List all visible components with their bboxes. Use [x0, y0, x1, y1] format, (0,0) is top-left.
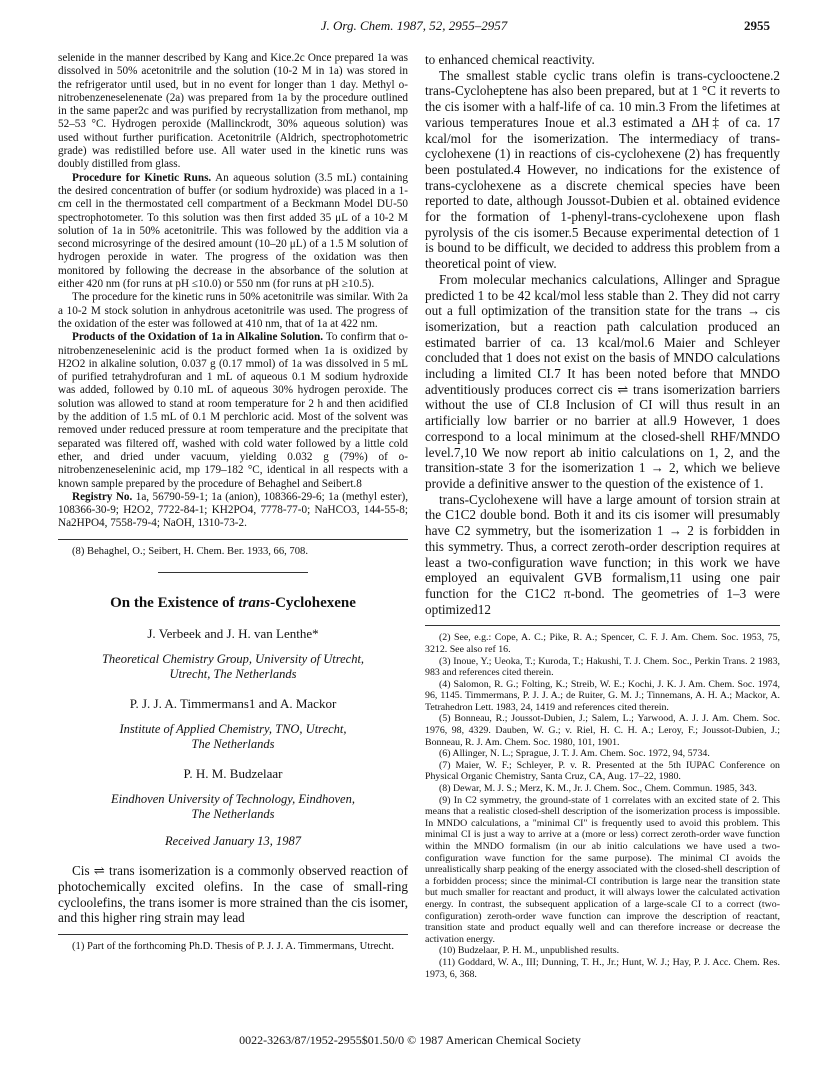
- footnote: (2) See, e.g.: Cope, A. C.; Pike, R. A.; Spencer, C. F. J. Am. Chem. Soc. 1953, 75, 3212. See also ref 16.: [425, 632, 780, 655]
- experimental-section: [58, 52, 408, 531]
- footnote: (8) Behaghel, O.; Seibert, H. Chem. Ber. 1933, 66, 708.: [72, 545, 308, 557]
- footnote-block: [58, 941, 408, 953]
- run-in-heading: Procedure for Kinetic Runs.: [72, 171, 212, 184]
- page-footer: 0022-3263/87/1952-2955$01.50/0 © 1987 American Chemical Society: [239, 1033, 581, 1047]
- body-text: [425, 52, 780, 617]
- affiliation: Theoretical Chemistry Group, University of Utrecht, Utrecht, The Netherlands: [101, 652, 365, 682]
- paragraph: selenide in the manner described by Kang and Kice.2c Once prepared 1a was dissolved in 50% acetonitrile and the solution (10-2 M in 1a) was stored in the refrigerator until used, but in no event for longer than 1 day. Methyl o-nitrobenzeneselenenate (2a) was prepared from 1a by the procedure outlined in the same paper2c and was purified by recrystallization from methanol, mp 52–53 °C. Hydrogen peroxide (Mallinckrodt, 30% aqueous solution) was used without further purification. Acetonitrile (Aldrich, spectrophotometric grade) was redistilled before use. All water used in the kinetic runs was doubly distilled from glass.: [58, 52, 408, 171]
- page-header: [58, 18, 770, 38]
- footnote: (1) Part of the forthcoming Ph.D. Thesis of P. J. J. A. Timmermans, Utrecht.: [72, 940, 395, 952]
- divider: [58, 539, 408, 540]
- affiliation: Eindhoven University of Technology, Eindhoven, The Netherlands: [111, 792, 355, 822]
- run-in-heading: Registry No.: [72, 490, 133, 503]
- divider: [425, 625, 780, 626]
- footnote-block: [58, 546, 408, 558]
- paragraph: trans-Cyclohexene will have a large amount of torsion strain at the C1C2 double bond. Both it and its cis isomer will presumably have C2 symmetry, but the isomerization 1 → 2 is forbidden in this symmetry. Thus, a correct zeroth-order description requires at least a two-configuration wave function; in this work we have employed an equivalent GVB formalism,11 using one pair function for the C1C2 π-bond. The geometries of 1–3 were optimized12: [425, 491, 780, 617]
- divider: [158, 572, 308, 573]
- received-date: Received January 13, 1987: [164, 834, 302, 849]
- author-line: P. J. J. A. Timmermans1 and A. Mackor: [129, 696, 337, 712]
- paragraph: Cis ⇌ trans isomerization is a commonly observed reaction of photochemically excited olefins. In the case of small-ring cycloolefins, the trans isomer is more strained than the cis isomer, and this higher ring strain may lead: [58, 863, 408, 926]
- paragraph: Products of the Oxidation of 1a in Alkaline Solution. To confirm that o-nitrobenzeneseleninic acid is the product formed when 1a is oxidized by H2O2 in alkaline solution, 0.037 g (0.17 mmol) of 1a was dissolved in 5 mL of purified tetrahydrofuran and 1 mL of aqueous 0.1 M sodium hydroxide was added, followed by 0.10 mL of aqueous 30% hydrogen peroxide. The solution was allowed to stand at room temperature for 2 h and then acidified by the addition of 1.5 mL of 0.1 M perchloric acid. Most of the solvent was removed under reduced pressure at room temperature and the precipitate that separated was filtered off, washed with cold water followed by a little cold ether, and dried under vacuum, yielding 0.032 g (79%) of o-nitrobenzeneseleninic acid, mp 179–182 °C, identical in all respects with a known sample prepared by the procedure of Behaghel and Seibert.8: [58, 331, 409, 490]
- author-line: P. H. M. Budzelaar: [183, 766, 283, 782]
- paragraph: From molecular mechanics calculations, Allinger and Sprague predicted 1 to be 42 kcal/mol less stable than 2. They did not carry out a full optimization of the transition state for the trans → cis isomerization, but a reaction path calculation produced an estimated barrier of ca. 13 kcal/mol.6 Maier and Schleyer concluded that 1 does not exist on the basis of MNDO calculations including a limited CI.7 It has been noted before that MNDO adventitiously produces correct cis ⇌ trans isomerization barriers without the use of CI.8 Inclusion of CI will thus result in an artificially low barrier or no barrier at all.9 However, 1 does correspond to a local minimum at the closed-shell RHF/MNDO level.7,10 We now report ab initio calculations on 1, 2, and the transition-state 3 for the isomerization 1 → 2, which we believe provide a definitive answer to the question of the existence of 1.: [425, 271, 780, 491]
- affiliation: Institute of Applied Chemistry, TNO, Utrecht, The Netherlands: [119, 722, 347, 752]
- footnote: (3) Inoue, Y.; Ueoka, T.; Kuroda, T.; Hakushi, T. J. Chem. Soc., Perkin Trans. 2 1983, 983 and references cited therein.: [425, 655, 780, 679]
- footnote: (11) Goddard, W. A., III; Dunning, T. H., Jr.; Hunt, W. J.; Hay, P. J. Acc. Chem. Res. 1973, 6, 368.: [425, 956, 780, 980]
- author-line: J. Verbeek and J. H. van Lenthe*: [147, 626, 319, 642]
- left-column: [58, 52, 408, 953]
- paragraph: Procedure for Kinetic Runs. An aqueous solution (3.5 mL) containing the desired concentration of buffer (or sodium hydroxide) was placed in a 1-cm cell in the thermostated cell compartment of a Beckmann Model DU-50 spectrophotometer. To this solution was then first added 35 μL of a 10-2 M solution of 1a in 50% acetonitrile. This was followed by the addition via a second microsyringe of the desired amount (10–20 μL) of a 1.5 M solution of hydrogen peroxide in water. The progress of the oxidation was then monitored by following the decrease in the absorbance of the solution at either 420 nm (for runs at pH ≤10.0) or 550 nm (for runs at pH ≥10.5).: [58, 171, 408, 291]
- footnote: (10) Budzelaar, P. H. M., unpublished results.: [439, 945, 620, 957]
- page-number: 2955: [744, 18, 770, 33]
- paragraph: to enhanced chemical reactivity.: [425, 52, 595, 67]
- footnote: (7) Maier, W. F.; Schleyer, P. v. R. Presented at the 5th IUPAC Conference on Physical Organic Chemistry, Santa Cruz, CA, Aug. 17–22, 1980.: [425, 759, 780, 783]
- footnote: (5) Bonneau, R.; Joussot-Dubien, J.; Salem, L.; Yarwood, A. J. J. Am. Chem. Soc. 1976, 98, 4329. Dauben, W. G.; v. Riel, H. C. H. A.; Leroy, F.; Joussot-Dubien, J.; Bonneau, R. J. Am. Chem. Soc. 1980, 101, 1901.: [425, 713, 780, 748]
- footnote: (4) Salomon, R. G.; Folting, K.; Streib, W. E.; Kochi, J. K. J. Am. Chem. Soc. 1974, 96, 1145. Timmermans, P. J. J. A.; de Ruiter, G. M. J.; Tinnemans, A. H. A.; Mackor, A. Tetrahedron Lett. 1983, 24, 1419 and references cited therein.: [425, 678, 780, 713]
- intro-section: [58, 863, 408, 926]
- footnote-block: [425, 632, 780, 980]
- paragraph: Registry No. 1a, 56790-59-1; 1a (anion), 108366-29-6; 1a (methyl ester), 108366-30-9; H2O2, 7722-84-1; KH2PO4, 7778-77-0; NaHCO3, 144-55-8; Na2HPO4, 7558-79-4; NaOH, 1310-73-2.: [58, 490, 409, 530]
- paragraph: The procedure for the kinetic runs in 50% acetonitrile was similar. With 2a a 10-2 M stock solution in anhydrous acetonitrile was used. The progress of the oxidation of the ester was followed at 410 nm, that of 1a at 422 nm.: [58, 291, 408, 330]
- footnote: (9) In C2 symmetry, the ground-state of 1 correlates with an excited state of 2. This means that a realistic closed-shell description of the isomerization process is impossible. In MNDO calculations, a "minimal CI" is frequently used to avoid this problem. This minimal CI is just a way to arrive at a (more or less) correct zeroth-order wave function within the MNDO formalism (in our ab initio calculations we have used a two-configuration wave function for the same purpose). The minimal CI avoids the unrealistically sharp peaking of the energy associated with the closed-shell description of a forbidden process; since the minimal-CI contribution is large near the transition state but much smaller for reactant and product, it will always lower the calculated activation energy. In contrast, the subsequent application of a large-scale CI to a correct (two-configuration) zeroth-order wave function can improve the description of reactant, transition state and product equally well and can therefore increase or decrease the activation energy.: [425, 794, 780, 945]
- footnote: (6) Allinger, N. L.; Sprague, J. T. J. Am. Chem. Soc. 1972, 94, 5734.: [439, 748, 710, 760]
- footnote: (8) Dewar, M. J. S.; Merz, K. M., Jr. J. Chem. Soc., Chem. Commun. 1985, 343.: [439, 783, 757, 795]
- paragraph: The smallest stable cyclic trans olefin is trans-cyclooctene.2 trans-Cycloheptene has also been prepared, but at 1 °C it reverts to the cis isomer with a half-life of ca. 10 min.3 From the lifetimes at various temperatures Inoue et al.3 estimated a ΔH‡ of ca. 17 kcal/mol for the isomerization. The intermediacy of trans-cyclohexene (1) in reactions of cis-cyclohexene (2) has frequently been postulated.4 However, no indications for the existence of trans-cyclohexene as a discrete chemical species have been reported to date, although Joussot-Dubien et al. obtained evidence for the formation of 1-phenyl-trans-cyclohexene upon flash pyrolysis of the cis isomer.5 Because experimental detection of 1 is bound to be difficult, we decided to address this problem from a theoretical point of view.: [425, 67, 780, 272]
- journal-citation: J. Org. Chem. 1987, 52, 2955–2957: [320, 18, 508, 33]
- run-in-heading: Products of the Oxidation of 1a in Alkaline Solution.: [72, 331, 324, 344]
- divider: [58, 934, 408, 935]
- right-column: [425, 52, 780, 980]
- article-title: On the Existence of trans-Cyclohexene: [110, 595, 356, 612]
